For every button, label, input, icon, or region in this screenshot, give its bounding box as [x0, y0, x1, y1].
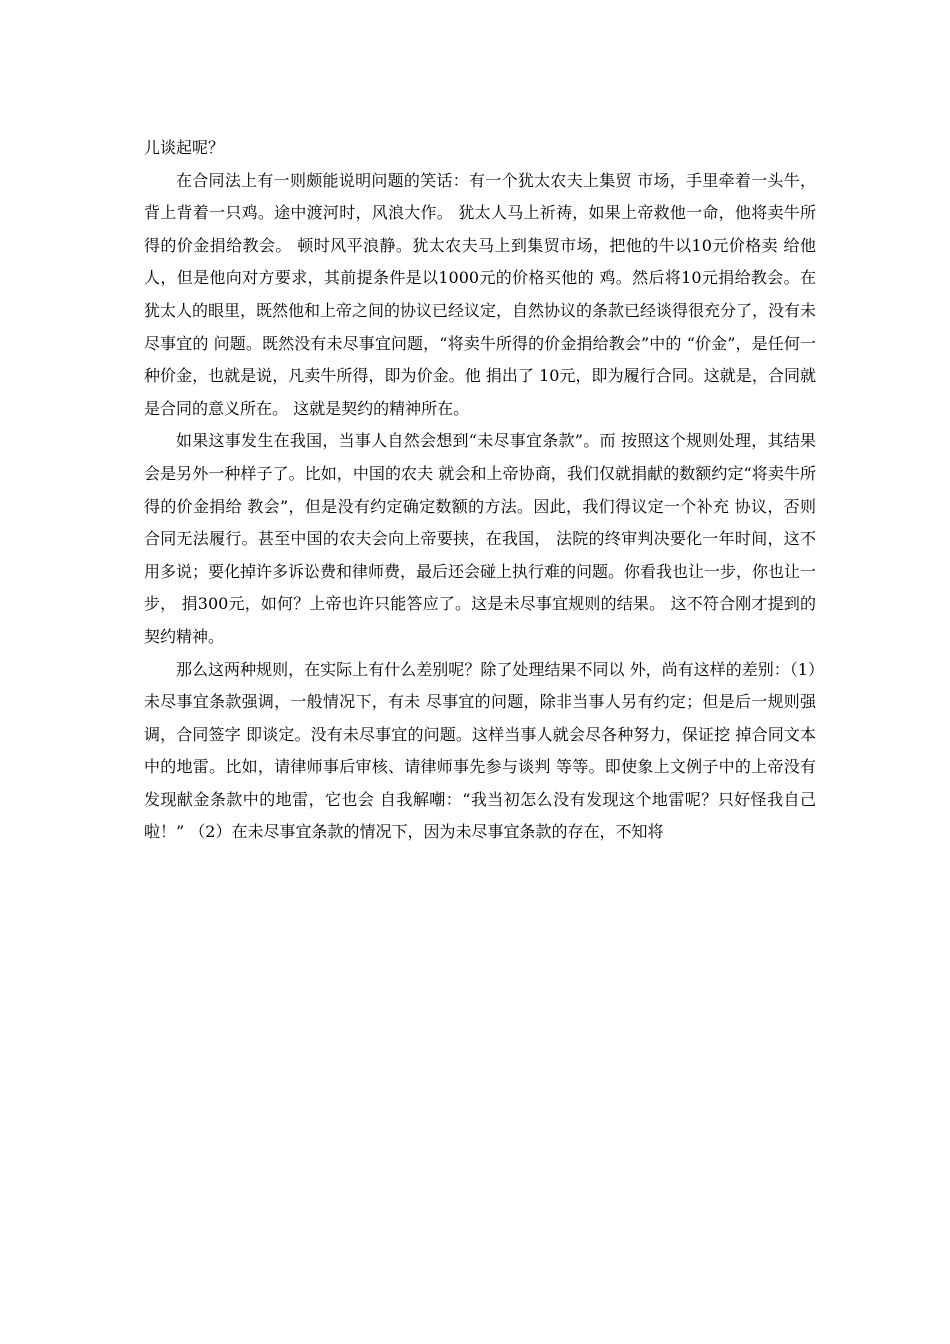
paragraph-rule-differences: 那么这两种规则，在实际上有什么差别呢？除了处理结果不同以 外，尚有这样的差别：（1）未尽事宜条款强调，一般情况下，有未 尽事宜的问题，除非当事人另有约定；但是后一规则强调，合同签字 即谈定。没有未尽事宜的问题。这样当事人就会尽各种努力，保证挖 掉合同文本中的地雷。比如，请律师事后审核、请律师事先参与谈判 等等。即使象上文例子中的上帝没有发现献金条款中的地雷，它也会 自我解嘲：“我当初怎么没有发现这个地雷呢？只好怪我自己啦！” （2）在未尽事宜条款的情况下，因为未尽事宜条款的存在，不知将 — [144, 659, 816, 842]
paragraph-jewish-farmer-story: 在合同法上有一则颇能说明问题的笑话：有一个犹太农夫上集贸 市场，手里牵着一头牛，背上背着一只鸡。途中渡河时，风浪大作。 犹太人马上祈祷，如果上帝救他一命，他将卖牛所得的价金捐给教会。 顿时风平浪静。犹太农夫马上到集贸市场，把他的牛以10元价格卖 给他人，但是他向对方要求，其前提条件是以1000元的价格买他的 鸡。然后将10元捐给教会。在犹太人的眼里，既然他和上帝之间的协议已经议定，自然协议的条款已经谈得很充分了，没有未尽事宜的 问题。既然没有未尽事宜问题，“将卖牛所得的价金捐给教会”中的 “价金”，是任何一种价金，也就是说，凡卖牛所得，即为价金。他 捐出了 10元，即为履行合同。这就是，合同就是合同的意义所在。 这就是契约的精神所在。 — [144, 170, 817, 418]
document-page — [144, 132, 816, 849]
paragraph-continuation: 儿谈起呢？ — [144, 138, 225, 157]
paragraph-chinese-scenario: 如果这事发生在我国，当事人自然会想到“未尽事宜条款”。而 按照这个规则处理，其结果会是另外一种样子了。比如，中国的农夫 就会和上帝协商，我们仅就捐献的数额约定“将卖牛所得的价金捐给 教会”，但是没有约定确定数额的方法。因此，我们得议定一个补充 协议，否则合同无法履行。甚至中国的农夫会向上帝要挟，在我国， 法院的终审判决要化一年时间，这不用多说；要化掉许多诉讼费和律师费，最后还会碰上执行难的问题。你看我也让一步，你也让一步， 捐300元，如何？上帝也许只能答应了。这是未尽事宜规则的结果。 这不符合刚才提到的契约精神。 — [144, 431, 817, 646]
